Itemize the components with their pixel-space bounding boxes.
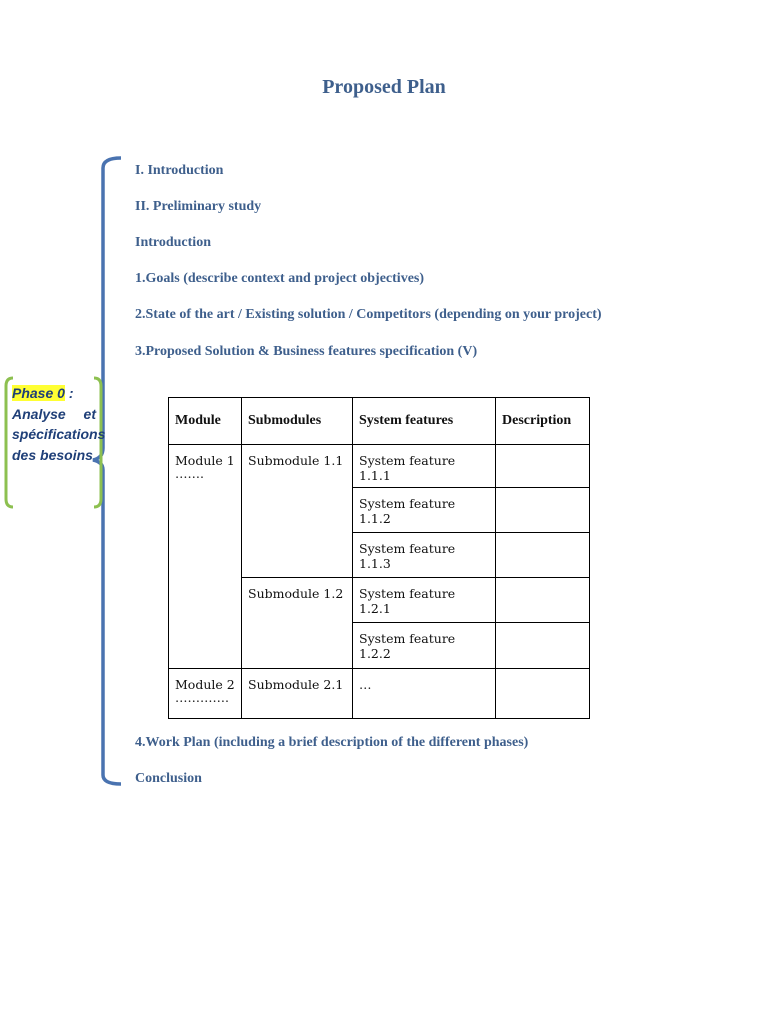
- toc-item-proposed-solution: 3.Proposed Solution & Business features specification (V): [135, 344, 478, 359]
- phase-label: Phase 0: [12, 385, 65, 401]
- description-cell: [496, 669, 590, 719]
- module-2-label: Module 2: [175, 677, 235, 692]
- module-2-cell: [169, 669, 242, 719]
- toc-item-sub-introduction: Introduction: [135, 235, 211, 250]
- submodule-1-1-cell: Submodule 1.1: [242, 445, 353, 578]
- submodule-2-1-cell: Submodule 2.1: [242, 669, 353, 719]
- toc-item-work-plan: 4.Work Plan (including a brief description of the different phases): [135, 735, 529, 750]
- description-cell: [496, 445, 590, 488]
- feature-1-2-2-cell: System feature 1.2.2: [353, 623, 496, 669]
- feature-1-1-1-cell: System feature 1.1.1: [353, 445, 496, 488]
- module-1-label: Module 1: [175, 453, 235, 468]
- features-table: [168, 397, 590, 719]
- phase-box: [12, 383, 106, 465]
- header-submodules: Submodules: [242, 398, 353, 445]
- toc-item-state-of-art: 2.State of the art / Existing solution / Competitors (depending on your project): [135, 307, 602, 322]
- header-description: Description: [496, 398, 590, 445]
- module-2-dots: ………….: [175, 690, 229, 705]
- phase-colon: :: [64, 385, 74, 401]
- description-cell: [496, 623, 590, 669]
- header-module: Module: [169, 398, 242, 445]
- toc-item-goals: 1.Goals (describe context and project objectives): [135, 271, 425, 286]
- module-1-dots: …….: [175, 466, 204, 481]
- feature-2-cell: …: [353, 669, 496, 719]
- module-1-cell: [169, 445, 242, 669]
- table-row: [169, 669, 590, 719]
- feature-1-1-2-cell: System feature 1.1.2: [353, 488, 496, 533]
- outline-bracket-line: [93, 158, 121, 784]
- page-title: Proposed Plan: [322, 76, 446, 98]
- toc-item-conclusion: Conclusion: [135, 771, 202, 786]
- description-cell: [496, 578, 590, 623]
- description-cell: [496, 533, 590, 578]
- toc-item-introduction: I. Introduction: [135, 163, 224, 178]
- submodule-1-2-cell: Submodule 1.2: [242, 578, 353, 669]
- toc-item-preliminary-study: II. Preliminary study: [135, 199, 262, 214]
- header-system-features: System features: [353, 398, 496, 445]
- table-row: [169, 445, 590, 488]
- feature-1-1-3-cell: System feature 1.1.3: [353, 533, 496, 578]
- table-header-row: [169, 398, 590, 445]
- description-cell: [496, 488, 590, 533]
- phase-text: Analyse et spécifications des besoins: [12, 405, 106, 463]
- feature-1-2-1-cell: System feature 1.2.1: [353, 578, 496, 623]
